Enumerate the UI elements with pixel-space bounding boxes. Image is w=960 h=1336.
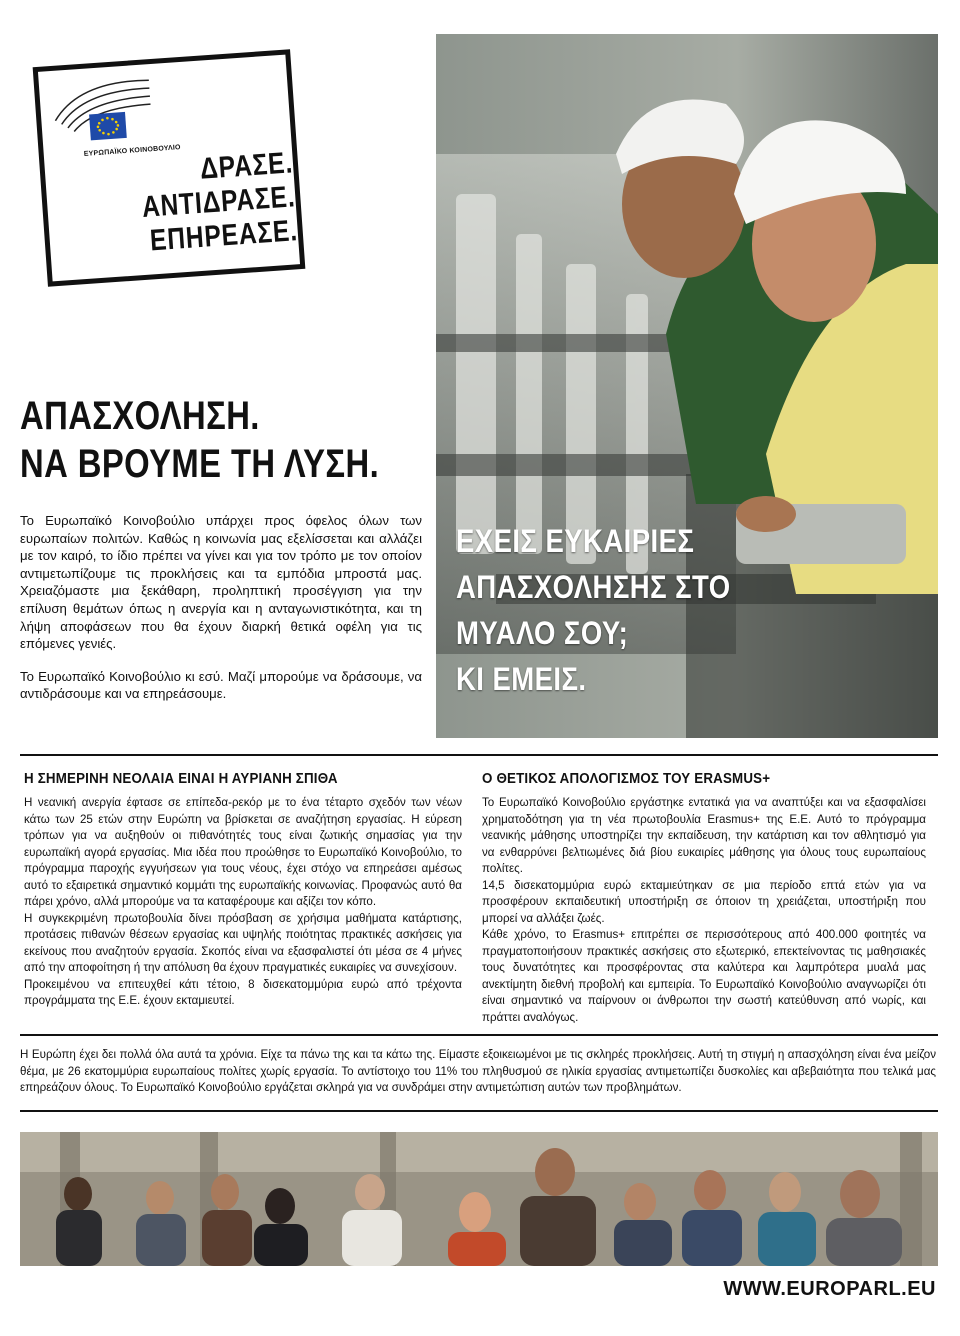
left-column-heading: Η ΣΗΜΕΡΙΝΗ ΝΕΟΛΑΙΑ ΕΙΝΑΙ Η ΑΥΡΙΑΝΗ ΣΠΙΘΑ	[24, 771, 338, 787]
slogan-line-react: ΑΝΤΙΔΡΑΣΕ.	[140, 180, 297, 224]
left-paragraph-3: Προκειμένου να επιτευχθεί κάτι τέτοιο, 8 δισεκατομμύρια ευρώ από τρέχοντα προγράμματα της Ε.Ε. έχουν εκταμιευτεί.	[24, 977, 462, 1007]
hero-line-3: ΜΥΑΛΟ ΣΟΥ;	[456, 615, 629, 651]
right-column-heading: Ο ΘΕΤΙΚΟΣ ΑΠΟΛΟΓΙΣΜΟΣ ΤΟΥ ERASMUS+	[482, 771, 771, 787]
page-headline	[20, 392, 380, 488]
left-paragraph-2: Η συγκεκριμένη πρωτοβουλία δίνει πρόσβαση σε χρήσιμα μαθήματα κατάρτισης, προτάσεις πιθανών θέσεων εργασίας και υψηλής ποιότητας πρακτικές ασκήσεις για εκείνους που αναζητούν εργασία. Σκοπός είναι να εξασφαλιστεί ότι μέσα σε 4 μήνες από την αποφοίτηση ή την απόλυση θα έχουν πραγματικές ευκαιρίες να συνεχίσουν.	[24, 911, 462, 974]
slogan-line-impact: ΕΠΗΡΕΑΣΕ.	[148, 214, 299, 258]
hero-line-1: ΕΧΕΙΣ ΕΥΚΑΙΡΙΕΣ	[456, 523, 695, 559]
intro-text	[20, 512, 422, 718]
right-paragraph-2: 14,5 δισεκατομμύρια ευρώ εκταμιεύτηκαν σε μια περίοδο επτά ετών για να προσφέρουν εκπαιδευτική υποστήριξη σε όποιον τη χρειάζεται, υποστήριξη που μπορεί να αλλάξει ζωές.	[482, 878, 926, 925]
website-url[interactable]: WWW.EUROPARL.EU	[723, 1278, 936, 1300]
right-column-body	[482, 795, 926, 1026]
hero-line-4: ΚΙ ΕΜΕΙΣ.	[456, 661, 587, 697]
headline-line-1: ΑΠΑΣΧΟΛΗΣΗ.	[20, 394, 260, 438]
crowd-photo	[20, 1132, 938, 1266]
slogan	[112, 146, 299, 260]
headline-line-2: ΝΑ ΒΡΟΥΜΕ ΤΗ ΛΥΣΗ.	[20, 442, 380, 486]
right-paragraph-1: Το Ευρωπαϊκό Κοινοβούλιο εργάστηκε εντατικά για να αναπτύξει και να εξασφαλίσει χρηματοδότηση για τη νέα πρωτοβουλία Erasmus+ της Ε.Ε. Αυτό το πρόγραμμα νεανικής μάθησης υποστηρίζει την εκπαίδευση, την κατάρτιση και τον αθλητισμό για να ενθαρρύνει βελτιωμένες διά βίου ευκαιρίες μάθησης για όλους τους ευρωπαίους πολίτες.	[482, 796, 926, 875]
hero-line-2: ΑΠΑΣΧΟΛΗΣΗΣ ΣΤΟ	[456, 569, 731, 605]
people-queue-photo	[20, 1132, 938, 1266]
parliament-name: ΕΥΡΩΠΑΪΚΟ ΚΟΙΝΟΒΟΥΛΙΟ	[83, 144, 181, 158]
summary-divider	[20, 1034, 938, 1036]
photo-divider	[20, 1110, 938, 1112]
intro-paragraph-1: Το Ευρωπαϊκό Κοινοβούλιο υπάρχει προς όφελος όλων των ευρωπαίων πολιτών. Καθώς η κοινωνία μας εξελίσσεται και αλλάζει με τον καιρό, το ίδιο πρέπει να γίνει και για τον τρόπο με τον οποίον αντιμετωπίζουμε τις προκλήσεις και τα εμπόδια μπροστά μας. Χρειαζόμαστε μια ξεκάθαρη, προληπτική προσέγγιση για την επίλυση θεμάτων όπως η ανεργία και η ανταγωνιστικότητα, και τη λήψη αποφάσεων που θα έχουν διαρκή θετικά οφέλη για τις επόμενες γενιές.	[20, 513, 422, 652]
intro-paragraph-2: Το Ευρωπαϊκό Κοινοβούλιο κι εσύ. Μαζί μπορούμε να δράσουμε, να αντιδράσουμε και να επηρεάσουμε.	[20, 668, 422, 702]
hero-slogan	[456, 518, 869, 702]
left-column-body	[24, 795, 462, 1010]
section-divider	[20, 754, 938, 756]
slogan-line-act: ΔΡΑΣΕ.	[199, 146, 295, 186]
european-parliament-emblem-icon	[49, 74, 164, 152]
left-paragraph-1: Η νεανική ανεργία έφτασε σε επίπεδα-ρεκόρ με το ένα τέταρτο σχεδόν των νέων κάτω των 25 ετών στην Ευρώπη να βρίσκεται σε αναζήτηση εργασίας. Η εύρεση τρόπων για να αυξηθούν οι πιθανότητές τους είναι ζωτικής σημασίας για την ευρωπαϊκή αγορά εργασίας. Μια ιδέα που προώθησε το Ευρωπαϊκό Κοινοβούλιο, το πρόγραμμα παροχής εγγυήσεων για τους νέους, έχει στόχο να επηρεάσει αμέσως αυτό το εξαιρετικά σημαντικό κομμάτι της ευρωπαϊκής κοινωνίας. Προφανώς αυτό θα πάρει χρόνο, αλλά μπορούμε να τα καταφέρουμε και αξίζει τον κόπο.	[24, 796, 462, 908]
right-paragraph-3: Κάθε χρόνο, το Erasmus+ επιτρέπει σε περισσότερους από 400.000 φοιτητές να πραγματοποιήσουν πρακτικές ασκήσεις στο εξωτερικό, επεκτείνοντας τις μαθησιακές τους δυνατότητες και προσφέροντας στα καλύτερα και λαμπρότερα μυαλά μας ανεκτίμητη διεθνή προβολή και εμπειρία. Το Ευρωπαϊκό Κοινοβούλιο αναγνωρίζει ότι είναι σημαντικό να παίρνουν οι άνθρωποι την σωστή κατεύθυνση από νωρίς, και πράττει αναλόγως.	[482, 928, 926, 1024]
logo-stamp	[33, 49, 306, 286]
hero-photo	[436, 34, 938, 738]
summary-text: Η Ευρώπη έχει δει πολλά όλα αυτά τα χρόνια. Είχε τα πάνω της και τα κάτω της. Είμαστε εξοικειωμένοι με τις σκληρές προκλήσεις. Αυτή τη στιγμή η απασχόληση είναι ένα μείζον θέμα, με 26 εκατομμύρια ευρωπαίους πολίτες χωρίς εργασία. Το αντίστοιχο του 11% του πληθυσμού σε ηλικία εργασίας αντιμετωπίζει δυσκολίες και αβεβαιότητα που τελικά μας επηρεάζουν όλους. Το Ευρωπαϊκό Κοινοβούλιο εργάζεται σκληρά για να συνδράμει στην αντιμετώπιση αυτών των προβλημάτων.	[20, 1048, 936, 1094]
